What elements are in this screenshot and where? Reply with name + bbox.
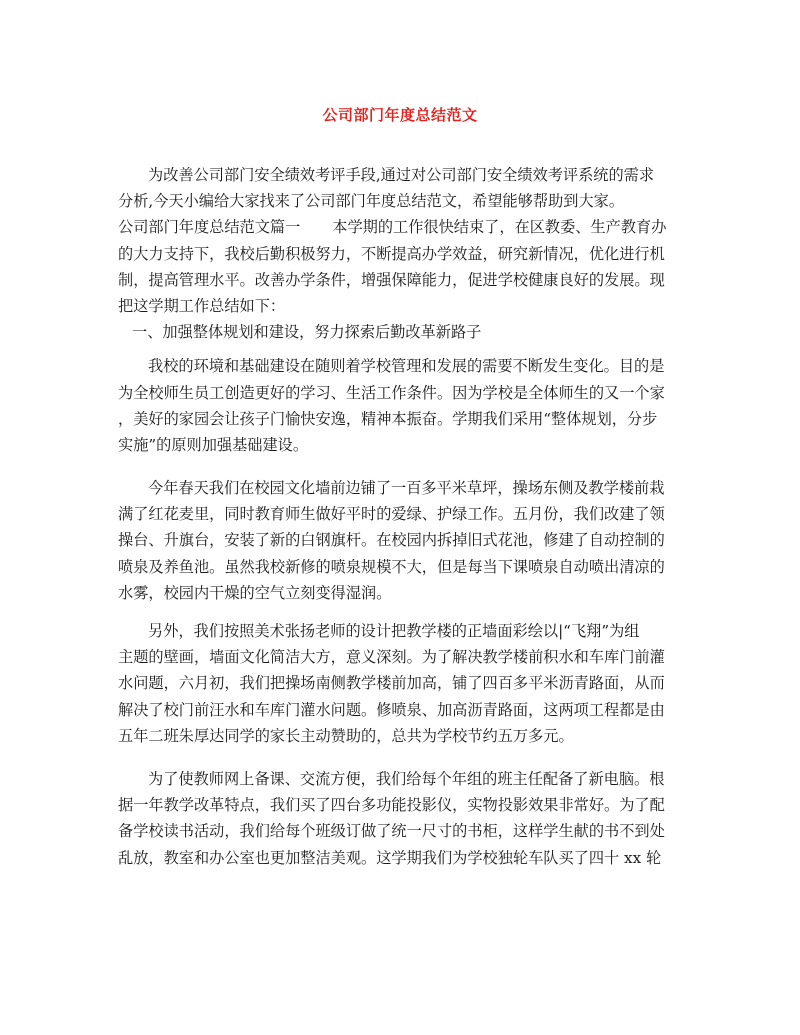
paragraph-line: 我校的环境和基础建设在随则着学校管理和发展的需要不断发生变化。目的是 (148, 357, 665, 376)
paragraph-line: 五年二班朱厚达同学的家长主动赞助的，总共为学校节约五万多元。 (118, 726, 574, 745)
article-line: 把这学期工作总结如下： (118, 296, 286, 315)
paragraph-line: 满了红花麦里，同时教育师生做好平时的爱绿、护绿工作。五月份，我们改建了领 (118, 505, 665, 524)
article-heading: 公司部门年度总结范文篇一 (118, 218, 301, 237)
paragraph-line: 为了使教师网上备课、交流方便，我们给每个年组的班主任配备了新电脑。根 (148, 769, 665, 788)
article-first-line: 本学期的工作很快结束了，在区教委、生产教育办 (332, 218, 667, 237)
article-line: 的大力支持下，我校后勤积极努力，不断提高办学效益，研究新情况，优化进行机 (118, 244, 665, 263)
paragraph-line: 实施”的原则加强基础建设。 (118, 435, 309, 454)
paragraph-line: 主题的壁画，墙面文化简洁大方，意义深刻。为了解决教学楼前积水和车库门前灌 (118, 648, 665, 667)
article-line: 制，提高管理水平。改善办学条件，增强保障能力，促进学校健康良好的发展。现 (118, 270, 665, 289)
article-heading-line (118, 214, 684, 240)
paragraph-line: 水雾，校园内干燥的空气立刻变得湿润。 (118, 583, 392, 602)
document-body (118, 162, 684, 871)
paragraph-line: 为全校师生员工创造更好的学习、生活工作条件。因为学校是全体师生的又一个家 (118, 383, 665, 402)
paragraph-line: 据一年教学改革特点，我们买了四台多功能投影仪，实物投影效果非常好。为了配 (118, 796, 665, 815)
paragraph-line: 今年春天我们在校园文化墙前边铺了一百多平米草坪，操场东侧及教学楼前栽 (148, 479, 665, 498)
paragraph-line: ，美好的家园会让孩子门愉快安逸，精神本振奋。学期我们采用“整体规划，分步 (118, 409, 658, 428)
paragraph-line: 另外，我们按照美术张扬老师的设计把教学楼的正墙面彩绘以|“飞翔”为组 (148, 622, 640, 640)
intro-line: 分析,今天小编给大家找来了公司部门年度总结范文，希望能够帮助到大家。 (118, 192, 625, 211)
intro-line: 为改善公司部门安全绩效考评手段,通过对公司部门安全绩效考评系统的需求 (148, 166, 655, 184)
paragraph-line: 喷泉及养鱼池。虽然我校新修的喷泉规模不大，但是每当下课喷泉自动喷出清凉的 (118, 557, 665, 576)
document-title: 公司部门年度总结范文 (322, 106, 478, 124)
paragraph-line: 操台、升旗台，安装了新的白钢旗杆。在校园内拆掉旧式花池，修建了自动控制的 (118, 531, 665, 550)
paragraph-line: 备学校读书活动，我们给每个班级订做了统一尺寸的书柜，这样学生献的书不到处 (118, 822, 665, 841)
paragraph-line: 乱放，教室和办公室也更加整洁美观。这学期我们为学校独轮车队买了四十 xx 轮 (118, 848, 662, 867)
paragraph-line: 解决了校门前汪水和车库门灌水问题。修喷泉、加高沥青路面，这两项工程都是由 (118, 700, 665, 719)
section-heading: 一、加强整体规划和建设，努力探索后勤改革新路子 (132, 323, 482, 342)
paragraph-line: 水问题，六月初，我们把操场南侧教学楼前加高，铺了四百多平米沥青路面，从而 (118, 674, 665, 693)
